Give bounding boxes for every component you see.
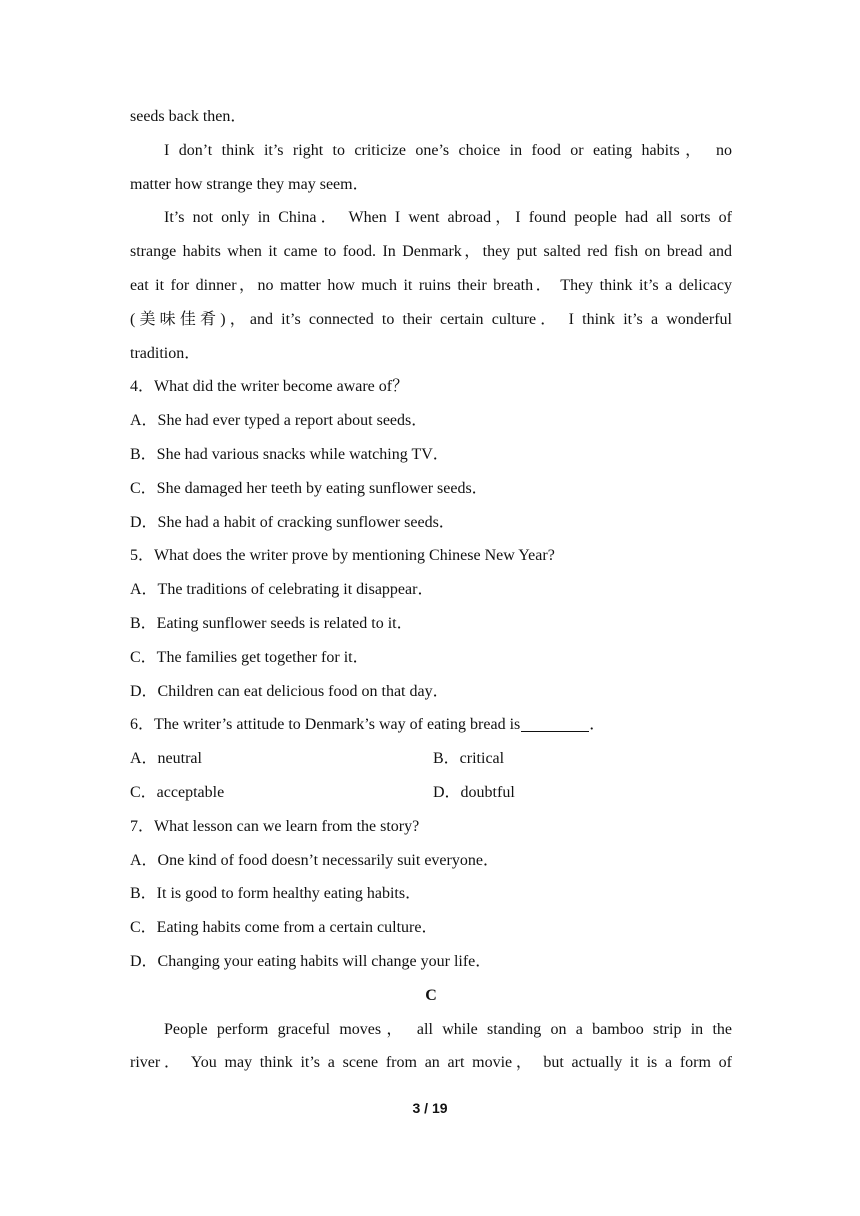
answer-option: D．Children can eat delicious food on that day． xyxy=(130,682,449,700)
answer-option: B．She had various snacks while watching TV． xyxy=(130,445,449,463)
question-stem-end: ． xyxy=(589,716,606,734)
answer-option: A．One kind of food doesn’t necessarily suit everyone． xyxy=(130,851,499,869)
passage-line: river． You may think it’s a scene from an art movie， but actually it is a form of xyxy=(130,1054,732,1072)
passage-line: (美味佳肴)，and it’s connected to their certain culture． I think it’s a wonderful xyxy=(130,310,732,328)
answer-option: C．Eating habits come from a certain culture． xyxy=(130,919,438,937)
passage-line: strange habits when it came to food. In Denmark，they put salted red fish on bread and xyxy=(130,243,732,261)
answer-option: B．It is good to form healthy eating habits． xyxy=(130,885,422,903)
question-stem xyxy=(130,708,732,742)
passage-line: People perform graceful moves， all while standing on a bamboo strip in the xyxy=(164,1020,732,1038)
question-stem: 7．What lesson can we learn from the story? xyxy=(130,817,420,835)
question-stem: 4．What did the writer become aware of？ xyxy=(130,378,409,396)
passage-line: I don’t think it’s right to criticize one’s choice in food or eating habits， no xyxy=(164,141,732,159)
passage-line: eat it for dinner，no matter how much it ruins their breath． They think it’s a delicacy xyxy=(130,276,732,294)
answer-option: D．She had a habit of cracking sunflower seeds． xyxy=(130,513,455,531)
answer-option: D．Changing your eating habits will change your life． xyxy=(130,952,492,970)
answer-option: A．The traditions of celebrating it disappear． xyxy=(130,581,434,599)
page-number: 3 / 19 xyxy=(412,1100,448,1116)
question-stem-text: 6．The writer’s attitude to Denmark’s way of eating bread is xyxy=(130,716,521,734)
answer-option: A．neutral xyxy=(130,750,202,768)
answer-option: C．acceptable xyxy=(130,783,225,801)
answer-option-row xyxy=(130,776,732,810)
answer-option-row xyxy=(130,742,732,776)
section-heading: C xyxy=(425,986,437,1004)
answer-option: C．The families get together for it． xyxy=(130,648,369,666)
passage-line: seeds back then． xyxy=(130,108,247,125)
answer-option: D．doubtful xyxy=(433,783,515,801)
passage-line: It’s not only in China． When I went abroad，I found people had all sorts of xyxy=(164,209,732,227)
passage-line: tradition． xyxy=(130,344,201,362)
answer-option: B．critical xyxy=(433,750,505,768)
answer-option: A．She had ever typed a report about seeds． xyxy=(130,412,428,430)
answer-option: B．Eating sunflower seeds is related to it． xyxy=(130,614,413,632)
passage-line: matter how strange they may seem． xyxy=(130,175,369,193)
answer-blank xyxy=(521,711,589,732)
page-content xyxy=(130,100,732,1080)
answer-option: C．She damaged her teeth by eating sunflower seeds． xyxy=(130,479,488,497)
question-stem: 5．What does the writer prove by mentioning Chinese New Year? xyxy=(130,547,555,565)
